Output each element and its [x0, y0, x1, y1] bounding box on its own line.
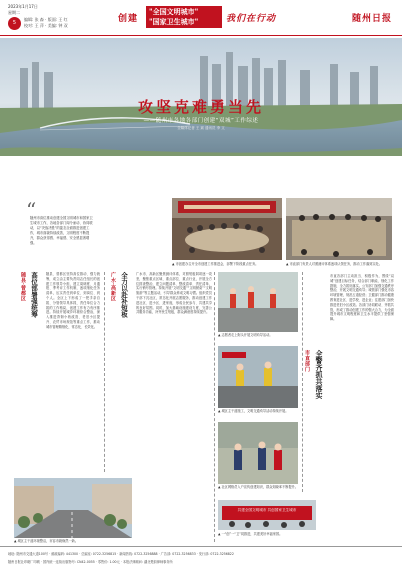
- section-info: [24, 17, 68, 29]
- campaign-banner-photo: [218, 500, 316, 530]
- street-caption: ▲ 城区主干道环境整洁，市容市貌焕然一新。: [14, 539, 79, 543]
- section-2-body: 广水市、高新区聚焦测评体系，对照短板弱项逐一攻坚，聚焦重点区域、重点部位、重点行业，开展全方位排查整治，建立问题清单、整改清单、责任清单，实行销号管理。持续开展“文明交通”“文明餐桌”“文明旅游”等主题活动，引导群众养成文明习惯。组织党员干部下沉社区，常态化开展志愿服务，推动创建工作进社区、进小区、进家庭，形成全民参与、共建共享的良好氛围。同时，加大基础设施建设力度，完善公共服务功能，补齐民生短板，群众满意度持续提升。: [136, 272, 212, 315]
- campaign-line: "国家卫生城市": [149, 17, 199, 26]
- section-info-line: 编辑: 张 森 · 版面: 王 红: [24, 17, 68, 22]
- masthead: [0, 0, 402, 36]
- hero-credit: 全媒体记者 王 斌 通讯员 李 文: [177, 126, 225, 130]
- section-1-body: 随县、曾都区坚持高位推动、强力统筹，成立由主要负责同志任组长的创建工作领导小组，建立周调度、月通报、季考评工作机制，逐项细化任务清单，压实责任到单位、到岗位、到个人。全区上下形成了一把手亲自抓、分管领导具体抓、责任单位合力抓的工作格局，创建工作有力有序推进。持续开展城乡环境综合整治，深入推进背街小巷改造、老旧小区提升、农贸市场规范等重点工作，推动城市管理精细化、常态化、长效化。: [46, 272, 100, 329]
- quote-mark-icon: “: [26, 198, 37, 222]
- meeting-photo-right: [286, 198, 392, 260]
- issue-weekday: 星期二: [8, 10, 20, 15]
- campaign-banner-text: 共建全国文明城市 共创国家卫生城市: [237, 508, 297, 512]
- volunteer-photo-top: [218, 272, 298, 332]
- meeting-photo-left: [172, 198, 282, 260]
- column-divider: [214, 272, 215, 542]
- hero-subheadline: ——随州市各地各部门创建“双城”工作综述: [143, 118, 259, 124]
- campaign-title-box: [146, 6, 222, 28]
- campaign-action-slogan: 我们在行动: [226, 14, 277, 24]
- footer-print-line: 随州日报社印刷厂印刷 · 国内统一连续出版物号: CN42-0055 · 零售价: 1.00元 · 本报法律顾问: 湖北楚韵律师事务所: [8, 560, 173, 564]
- meeting-left-caption: ▲ 市创建办召开全市创建工作推进会，部署下阶段重点任务。: [172, 262, 259, 266]
- street-photo: [14, 478, 132, 538]
- section-info-line: 校对: 王 萍 · 美编: 钟 双: [24, 23, 68, 28]
- footer: [0, 546, 402, 569]
- hero-headline: 攻坚克难勇当先: [137, 98, 264, 116]
- campaign-line: "全国文明城市": [149, 7, 199, 16]
- meeting-right-caption: ▲ 市直部门负责人对照测评体系逐项认领任务，推动工作落到实处。: [286, 262, 382, 266]
- community-caption: ▲ 社区网格员入户宣传创建知识，群众知晓率不断提升。: [218, 485, 298, 489]
- banner-caption: ▲ 一“创”一“卫”同推进，共建美好幸福家园。: [218, 532, 283, 536]
- section-3-headline: 全警齐抓共落实: [315, 350, 324, 399]
- section-2-label: 广水·高新区: [110, 272, 116, 302]
- issue-date: 2023年1月17日: [8, 4, 38, 9]
- volunteer-mid-caption: ▲ 城区主干道施工，文明交通劝导活动持续开展。: [218, 409, 289, 413]
- section-3-body: 市直各部门主动担当、积极作为，围绕“双城”创建目标任务，结合部门职能，细化工作措施，全力抓好落实。公安部门加强交通秩序整治，开展文明交通劝导；城管部门强化市容环境管理，规范占道经营；卫健部门推动健康教育进社区、进学校、进企业；住建部门加快推进老旧小区改造。各部门协同联动、齐抓共管，形成了推动创建工作的强大合力，为全面提升城市文明程度和卫生水平提供了坚强保障。: [330, 274, 394, 322]
- column-divider: [302, 272, 303, 492]
- column-divider: [104, 272, 105, 472]
- section-1-label: 随县·曾都区: [20, 272, 26, 302]
- section-3-label: 市直部门: [304, 350, 310, 372]
- community-photo: [218, 422, 298, 484]
- hero-city-photo: [0, 38, 402, 156]
- campaign-banner: [118, 6, 290, 32]
- paper-name: 随州日报: [351, 14, 392, 24]
- campaign-create-label: 创建: [118, 14, 139, 24]
- section-1-headline: 高位部署强统筹: [30, 272, 38, 318]
- lead-paragraph: 随州市高位推动创建全国文明城市和国家卫生城市工作，各地各部门闻令而动、协同联动，以“决战决胜”的姿态全面推进创建工作，城市面貌持续改善，文明程度不断提升，群众获得感、幸福感、安全感显著增强。: [30, 216, 93, 245]
- volunteer-photo-mid: [218, 346, 298, 408]
- date-block: [8, 4, 38, 16]
- section-2-headline: 全力以赴补短板: [120, 272, 128, 318]
- volunteer-top-caption: ▲ 志愿者走上街头开展文明劝导活动。: [218, 333, 273, 337]
- section-number-badge: 5: [8, 17, 21, 30]
- footer-contact-line: 地址: 随州市交通大道100号 · 邮政编码: 441300 · 总编室: 0722-3256815 · 新闻热线: 0722-3256888 · 广告部: 0722-3256833 · 发行部: 0722-3256822: [8, 552, 234, 556]
